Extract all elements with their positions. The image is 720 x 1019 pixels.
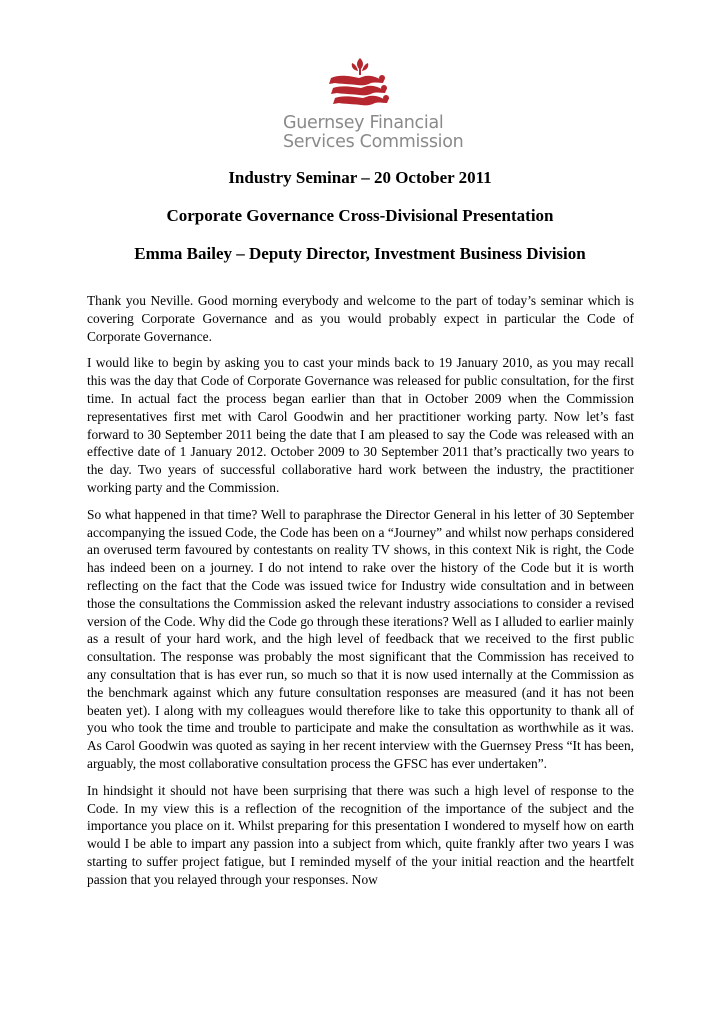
paragraph-4: In hindsight it should not have been surprising that there was such a high level of response to the Code. In my view this is a reflection of the recognition of the importance of the subject and the importance you place on it. Whilst preparing for this presentation I wondered to myself how on earth would I be able to impart any passion into a subject from which, quite frankly after two years I was starting to suffer project fatigue, but I reminded myself of the your initial reaction and the heartfelt passion that you relayed through your responses. Now	[87, 782, 634, 887]
speech-body	[87, 292, 634, 898]
document-subtitle: Corporate Governance Cross-Divisional Presentation	[166, 206, 554, 225]
document-headings	[0, 168, 720, 282]
logo-line-2: Services Commission	[283, 132, 464, 152]
speaker-line: Emma Bailey – Deputy Director, Investment Business Division	[134, 244, 586, 263]
lion-crest-icon	[325, 56, 395, 112]
document-title: Industry Seminar – 20 October 2011	[228, 168, 492, 187]
logo-line-1: Guernsey Financial	[283, 113, 444, 133]
paragraph-3: So what happened in that time? Well to paraphrase the Director General in his letter of 30 September accompanying the issued Code, the Code has been on a “Journey” and whilst now perhaps considered an overused term favoured by contestants on reality TV shows, in this context Nik is right, the Code has indeed been on a journey. I do not intend to rake over the history of the Code but it is worth reflecting on the fact that the Code was issued twice for Industry wide consultation and in between those the consultations the Commission asked the relevant industry associations to consider a revised version of the Code. Why did the Code go through these iterations? Well as I alluded to earlier mainly as a result of your hard work, and the high level of feedback that we received to the first public consultation. The response was probably the most significant that the Commission has received to any consultation that is has ever run, so much so that it is now used internally at the Commission as the benchmark against which any future consultation responses are measured (and it has not been beaten yet). I along with my colleagues would therefore like to take this opportunity to thank all of you who took the time and trouble to participate and make the consultation as worthwhile as it was. As Carol Goodwin was quoted as saying in her recent interview with the Guernsey Press “It has been, arguably, the most collaborative consultation process the GFSC has ever undertaken”.	[87, 506, 634, 771]
gfsc-logo	[0, 56, 720, 152]
paragraph-1: Thank you Neville. Good morning everybody and welcome to the part of today’s seminar which is covering Corporate Governance and as you would probably expect in particular the Code of Corporate Governance.	[87, 293, 634, 344]
paragraph-2: I would like to begin by asking you to cast your minds back to 19 January 2010, as you may recall this was the day that Code of Corporate Governance was released for public consultation, for the first time. In actual fact the process began earlier than that in October 2009 when the Commission representatives first met with Carol Goodwin and her practitioner working party. Now let’s fast forward to 30 September 2011 being the date that I am pleased to say the Code was released with an effective date of 1 January 2012. October 2009 to 30 September 2011 that’s practically two years to the day. Two years of successful collaborative hard work between the industry, the practitioner working party and the Commission.	[87, 355, 634, 495]
